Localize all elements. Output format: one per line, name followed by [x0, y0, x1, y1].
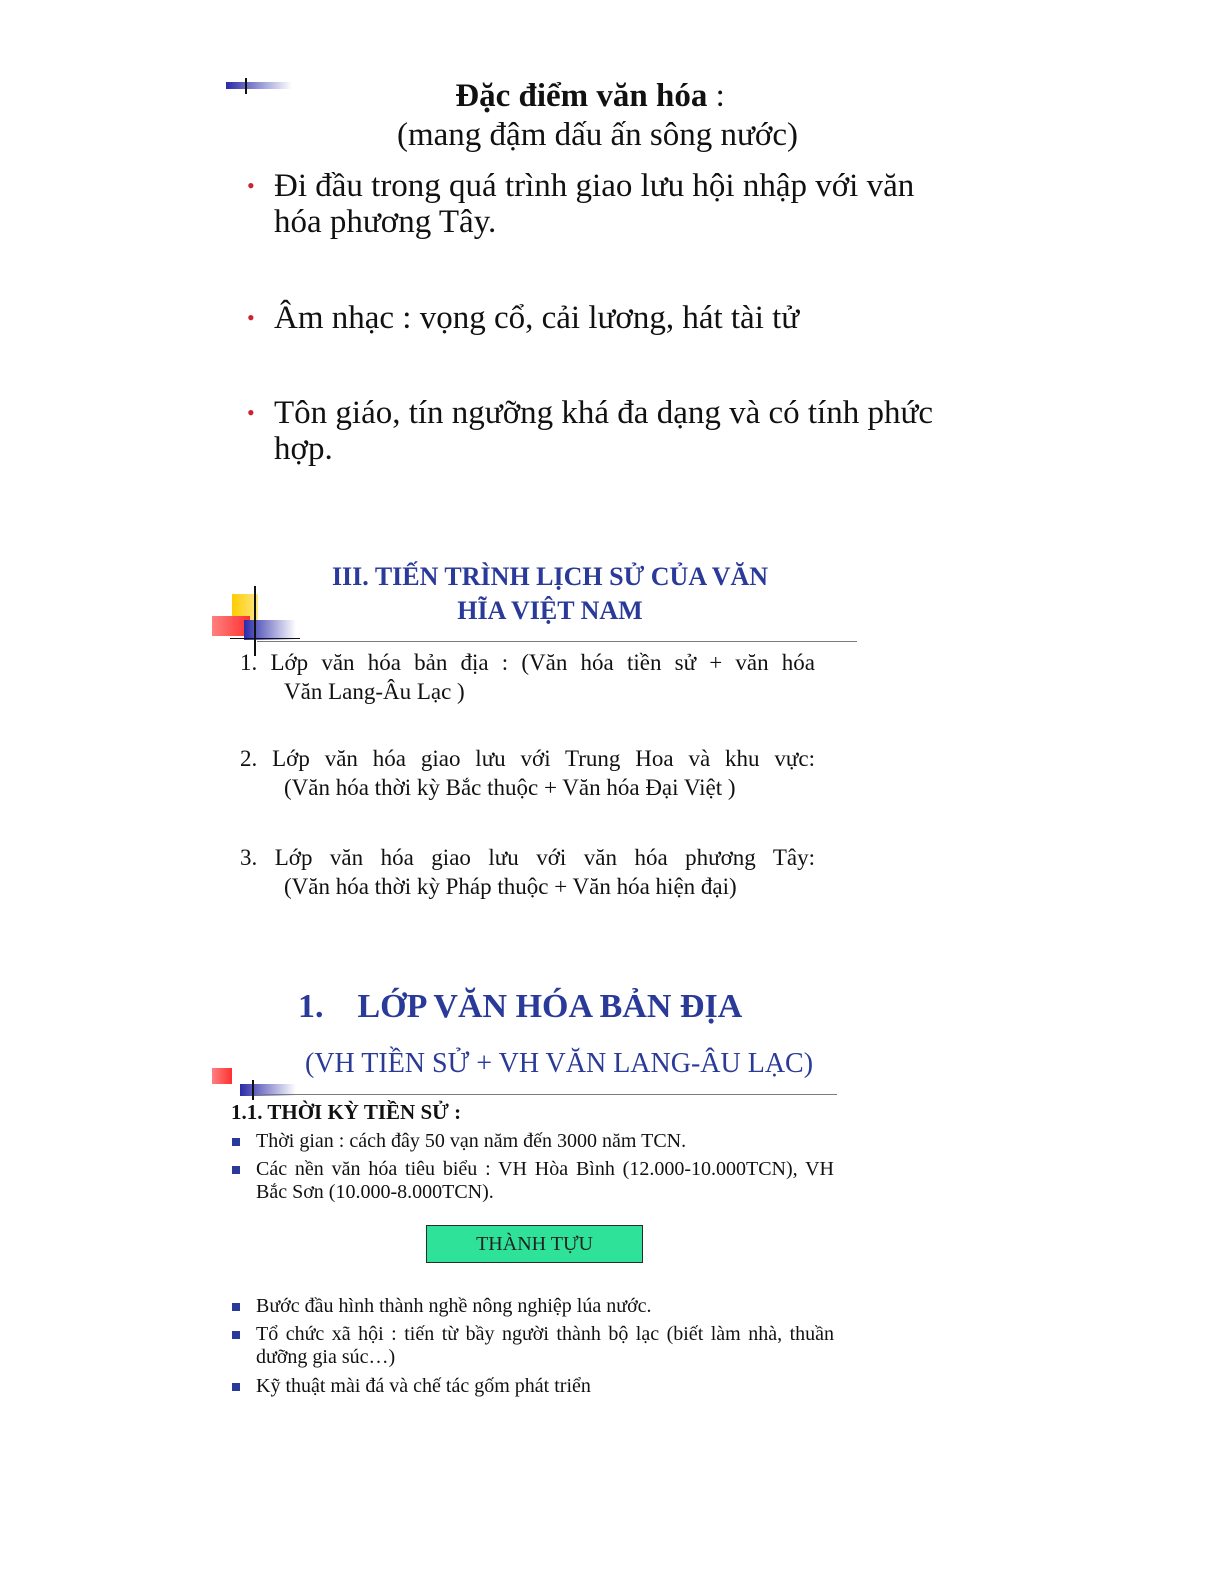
section-heading: 1.1. THỜI KỲ TIỀN SỬ : [231, 1100, 462, 1124]
slide3-title: 1. LỚP VĂN HÓA BẢN ĐỊA [298, 988, 743, 1025]
list-item: Các nền văn hóa tiêu biểu : VH Hòa Bình (12.000-10.000TCN), VH Bắc Sơn (10.000-8.000TCN). [232, 1158, 834, 1204]
slide1-title: Đặc điểm văn hóa : [455, 78, 725, 114]
list-item: Tổ chức xã hội : tiến từ bầy người thành bộ lạc (biết làm nhà, thuần dưỡng gia súc…) [232, 1323, 834, 1369]
slide1-subtitle: (mang đậm dấu ấn sông nước) [397, 117, 798, 153]
achievements-badge: THÀNH TỰU [426, 1225, 643, 1263]
slide2-title: III. TIẾN TRÌNH LỊCH SỬ CỦA VĂN HĨA VIỆT NAM [331, 562, 769, 625]
list-item: 3. Lớp văn hóa giao lưu với văn hóa phương Tây: (Văn hóa thời kỳ Pháp thuộc + Văn hóa hiện đại) [240, 845, 815, 899]
bullet-dot-icon: • [247, 305, 255, 330]
list-item: • Đi đầu trong quá trình giao lưu hội nhập với văn hóa phương Tây. [247, 168, 915, 240]
list-item: Bước đầu hình thành nghề nông nghiệp lúa nước. [232, 1295, 834, 1318]
slide3-subtitle: (VH TIỀN SỬ + VH VĂN LANG-ÂU LẠC) [305, 1048, 814, 1079]
list-item: • Âm nhạc : vọng cổ, cải lương, hát tài tử [247, 300, 800, 336]
divider [257, 1094, 837, 1095]
bullet-dot-icon: • [247, 173, 255, 198]
square-bullet-icon [232, 1303, 240, 1311]
bullet-dot-icon: • [247, 400, 255, 425]
square-bullet-icon [232, 1331, 240, 1339]
list-item: 1. Lớp văn hóa bản địa : (Văn hóa tiền sử + văn hóa Văn Lang-Âu Lạc ) [240, 650, 815, 704]
square-bullet-icon [232, 1166, 240, 1174]
list-item: 2. Lớp văn hóa giao lưu với Trung Hoa và khu vực: (Văn hóa thời kỳ Bắc thuộc + Văn hóa Đại Việt ) [240, 746, 815, 800]
list-item: Kỹ thuật mài đá và chế tác gốm phát triển [232, 1375, 834, 1398]
list-item: • Tôn giáo, tín ngưỡng khá đa dạng và có tính phức hợp. [247, 395, 934, 467]
divider [257, 641, 857, 642]
square-bullet-icon [232, 1383, 240, 1391]
list-item: Thời gian : cách đây 50 vạn năm đến 3000 năm TCN. [232, 1130, 834, 1153]
square-bullet-icon [232, 1138, 240, 1146]
